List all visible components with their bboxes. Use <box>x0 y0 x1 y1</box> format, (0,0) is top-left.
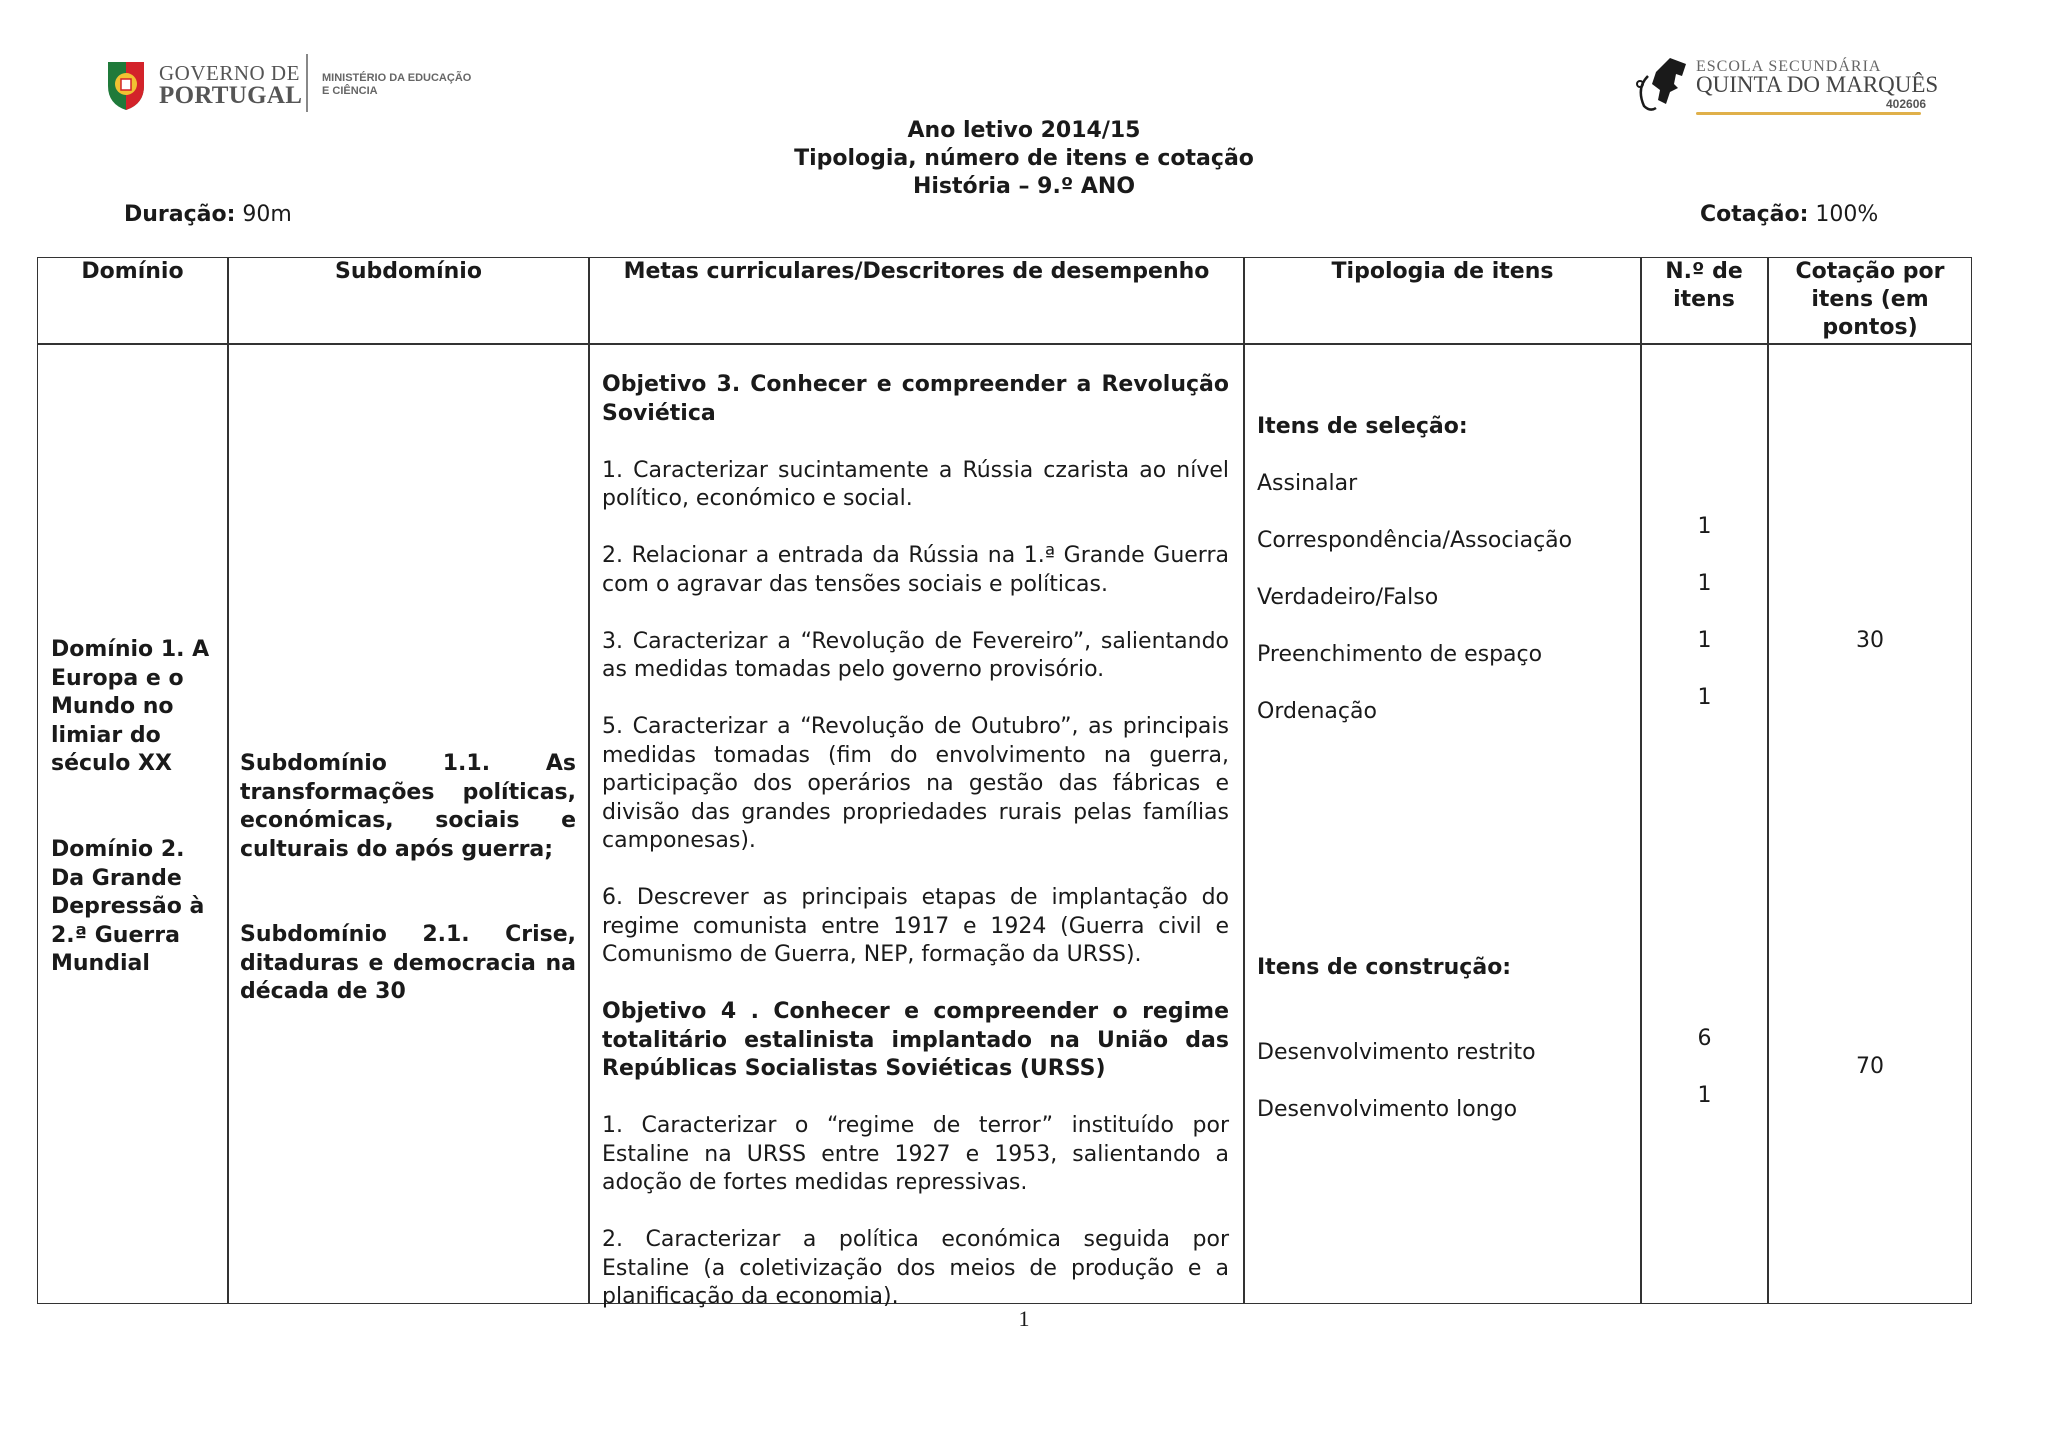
column-header-item-types: Tipologia de itens <box>1331 259 1554 284</box>
subdomain-1-1: Subdomínio 1.1. As transformações políticas, económicas, sociais e culturais do após guerra; <box>240 751 576 862</box>
item-type: Desenvolvimento restrito <box>1257 1040 1536 1065</box>
item-count: 1 <box>1697 514 1712 539</box>
construction-items-heading: Itens de construção: <box>1257 955 1512 980</box>
government-logo <box>104 52 472 122</box>
descriptor: 3. Caracterizar a “Revolução de Fevereiro”, salientando as medidas tomadas pelo governo provisório. <box>602 628 1229 682</box>
selection-items-heading: Itens de seleção: <box>1257 414 1468 439</box>
item-count: 1 <box>1697 628 1712 653</box>
descriptor: 5. Caracterizar a “Revolução de Outubro”, as principais medidas tomadas (fim do envolvimento na guerra, participação dos operários na gestão das fábricas e divisão das grandes propriedades rurais pelas famílias camponesas). <box>602 714 1229 853</box>
column-divider <box>588 258 590 1303</box>
item-count: 6 <box>1697 1026 1712 1051</box>
column-header-domain: Domínio <box>81 259 184 284</box>
construction-points: 70 <box>1856 1054 1884 1079</box>
item-count: 1 <box>1697 571 1712 596</box>
total-score <box>1700 202 1878 227</box>
descriptor: 2. Caracterizar a política económica seguida por Estaline (a coletivização dos meios de produção e a planificação da economia). <box>602 1227 1229 1309</box>
portugal-shield-icon <box>104 56 148 112</box>
goals-cell <box>602 371 1229 1312</box>
column-divider <box>1767 258 1769 1303</box>
selection-points: 30 <box>1856 628 1884 653</box>
school-name-line2: QUINTA DO MARQUÊS <box>1696 72 1939 97</box>
domain-1: Domínio 1. A Europa e o Mundo no limiar do século XX <box>51 637 210 776</box>
item-count: 1 <box>1697 685 1712 710</box>
government-name-line1: GOVERNO DE <box>159 61 300 85</box>
page-number: 1 <box>1018 1306 1030 1331</box>
item-type: Desenvolvimento longo <box>1257 1097 1518 1122</box>
school-logo <box>1630 50 1940 120</box>
duration <box>124 202 292 227</box>
column-header-points: Cotação por itens (em pontos) <box>1795 259 1945 340</box>
school-year: Ano letivo 2014/15 <box>907 118 1141 143</box>
descriptor: 1. Caracterizar sucintamente a Rússia czarista ao nível político, económico e social. <box>602 457 1229 511</box>
domain-2: Domínio 2. Da Grande Depressão à 2.ª Guerra Mundial <box>51 837 205 976</box>
objective-title: Objetivo 3. Conhecer e compreender a Revolução Soviética <box>602 372 1229 426</box>
document-title: Tipologia, número de itens e cotação <box>794 146 1254 171</box>
duration-label: Duração: <box>124 202 236 227</box>
column-divider <box>1243 258 1245 1303</box>
header-row-divider <box>38 343 1971 345</box>
subdomain-2-1: Subdomínio 2.1. Crise, ditaduras e democracia na década de 30 <box>240 922 576 1004</box>
item-count: 1 <box>1697 1083 1712 1108</box>
government-name-line2: PORTUGAL <box>159 82 303 109</box>
descriptor: 2. Relacionar a entrada da Rússia na 1.ª Grande Guerra com o agravar das tensões sociais e políticas. <box>602 543 1229 597</box>
school-code: 402606 <box>1886 97 1927 111</box>
column-header-goals: Metas curriculares/Descritores de desempenho <box>623 259 1210 284</box>
descriptor: 6. Descrever as principais etapas de implantação do regime comunista entre 1917 e 1924 (Guerra civil e Comunismo de Guerra, NEP, formação da URSS). <box>602 885 1229 967</box>
item-type: Ordenação <box>1257 699 1377 724</box>
score-value: 100% <box>1815 202 1879 227</box>
objective-title: Objetivo 4 . Conhecer e compreender o regime totalitário estalinista implantado na União das Repúblicas Socialistas Soviéticas (URSS) <box>602 999 1229 1081</box>
item-type: Assinalar <box>1257 471 1358 496</box>
marques-profile-icon <box>1630 54 1692 116</box>
school-logo-underline <box>1696 112 1921 115</box>
ministry-name: MINISTÉRIO DA EDUCAÇÃO E CIÊNCIA <box>322 72 472 97</box>
duration-value: 90m <box>242 202 292 227</box>
score-label: Cotação: <box>1700 202 1809 227</box>
item-type: Verdadeiro/Falso <box>1257 585 1439 610</box>
descriptor: 1. Caracterizar o “regime de terror” instituído por Estaline na URSS entre 1927 e 1953, salientando a adoção de fortes medidas repressivas. <box>602 1113 1229 1195</box>
column-divider <box>227 258 229 1303</box>
column-header-subdomain: Subdomínio <box>335 259 482 284</box>
item-type: Preenchimento de espaço <box>1257 642 1543 667</box>
item-type: Correspondência/Associação <box>1257 528 1573 553</box>
column-divider <box>1640 258 1642 1303</box>
column-header-item-count: N.º de itens <box>1665 259 1743 312</box>
school-name-line1: ESCOLA SECUNDÁRIA <box>1696 58 1882 75</box>
logo-divider <box>306 54 308 112</box>
subject-grade: História – 9.º ANO <box>912 174 1136 199</box>
items-table <box>37 257 1972 1309</box>
